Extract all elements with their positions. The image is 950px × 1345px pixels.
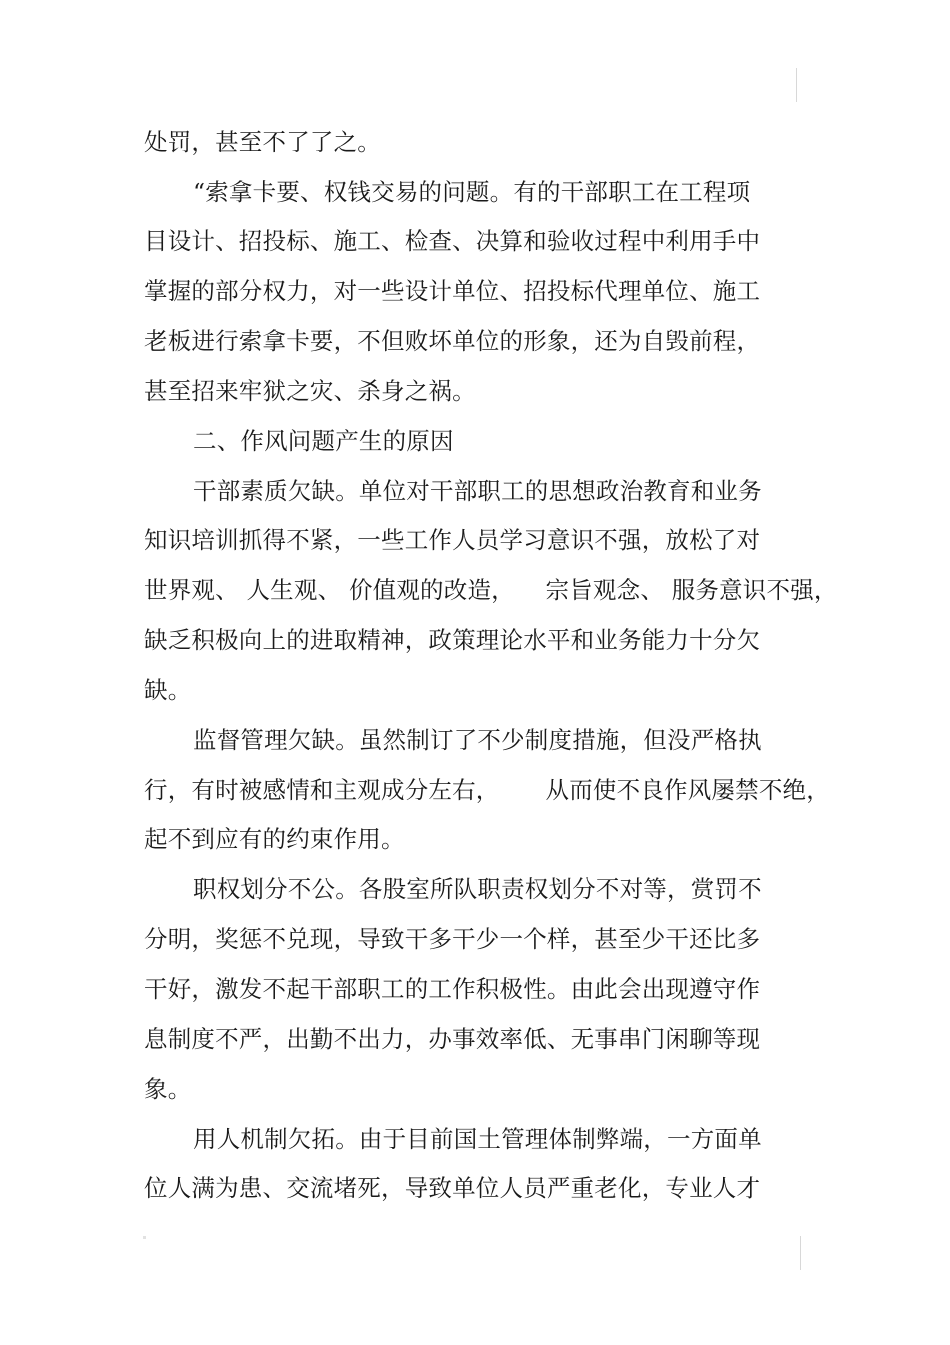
paragraph-line: 干好，激发不起干部职工的工作积极性。由此会出现遵守作 [144,975,761,1003]
paragraph-line: 甚至招来牢狱之灾、杀身之祸。 [144,377,476,405]
paragraph-line: “索拿卡要、权钱交易的问题。有的干部职工在工程项 [193,178,751,206]
paragraph-line: 干部素质欠缺。单位对干部职工的思想政治教育和业务 [193,477,762,505]
paragraph-line: 处罚，甚至不了了之。 [144,128,381,156]
paragraph-line: 缺乏积极向上的进取精神，政策理论水平和业务能力十分欠 [144,626,761,654]
paragraph-line: 缺。 [144,676,192,704]
paragraph-line: 用人机制欠拓。由于目前国土管理体制弊端，一方面单 [193,1125,762,1153]
paragraph-line: 位人满为患、交流堵死，导致单位人员严重老化，专业人才 [144,1174,761,1202]
paragraph-line: 老板进行索拿卡要，不但败坏单位的形象，还为自毁前程， [144,327,761,355]
paragraph-line: 目设计、招投标、施工、检查、决算和验收过程中利用手中 [144,227,761,255]
page-corner-mark [143,1236,146,1239]
paragraph-line: 起不到应有的约束作用。 [144,825,405,853]
paragraph-line: 掌握的部分权力，对一些设计单位、招投标代理单位、施工 [144,277,761,305]
section-heading: 二、作风问题产生的原因 [193,427,454,455]
page-edge-mark-bottom [800,1236,801,1270]
paragraph-line: 职权划分不公。各股室所队职责权划分不对等，赏罚不 [193,875,762,903]
paragraph-line: 象。 [144,1075,192,1103]
page-edge-mark-top [796,68,797,102]
paragraph-line: 息制度不严，出勤不出力，办事效率低、无事串门闲聊等现 [144,1025,761,1053]
paragraph-line: 行，有时被感情和主观成分左右， 从而使不良作风屡禁不绝， [144,776,830,804]
paragraph-line: 分明，奖惩不兑现，导致干多干少一个样，甚至少干还比多 [144,925,761,953]
paragraph-line: 知识培训抓得不紧，一些工作人员学习意识不强，放松了对 [144,526,761,554]
paragraph-line: 世界观、 人生观、 价值观的改造， 宗旨观念、 服务意识不强， [144,576,838,604]
paragraph-line: 监督管理欠缺。虽然制订了不少制度措施，但没严格执 [193,726,762,754]
